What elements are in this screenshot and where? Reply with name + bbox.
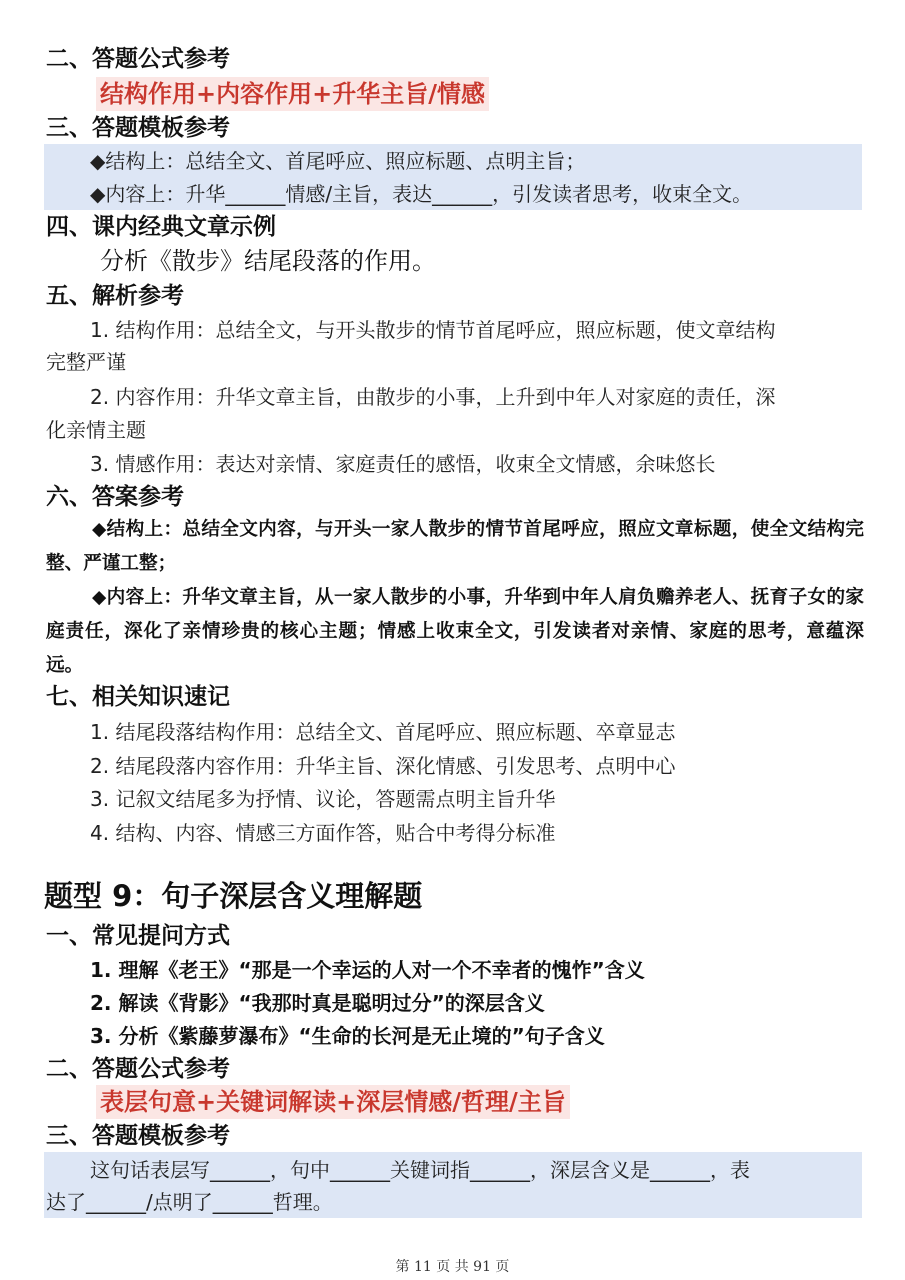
analysis-line: 1. 结构作用：总结全文，与开头散步的情节首尾呼应，照应标题，使文章结构 [90,318,776,342]
knowledge-item: 1. 结尾段落结构作用：总结全文、首尾呼应、照应标题、卒章显志 [90,720,676,744]
knowledge-item: 2. 结尾段落内容作用：升华主旨、深化情感、引发思考、点明中心 [90,754,676,778]
template-line: 这句话表层写______，句中______关键词指______，深层含义是______，表 [90,1158,750,1182]
template-line: ◆结构上：总结全文、首尾呼应、照应标题、点明主旨； [90,149,586,173]
analysis-line: 完整严谨 [46,350,126,374]
template-line: 达了______/点明了______哲理。 [46,1190,333,1214]
answer-paragraph: ◆内容上：升华文章主旨，从一家人散步的小事，升华到中年人肩负赡养老人、抚育子女的家庭责任，深化了亲情珍贵的核心主题；情感上收束全文，引发读者对亲情、家庭的思考，意蕴深远。 [46,587,864,676]
section-heading: 五、解析参考 [46,283,184,309]
answer-paragraph: ◆结构上：总结全文内容，与开头一家人散步的情节首尾呼应，照应文章标题，使全文结构完整、严谨工整； [46,519,864,574]
answer-formula: 表层句意+关键词解读+深层情感/哲理/主旨 [96,1085,570,1119]
section-heading: 一、常见提问方式 [46,923,230,949]
section-heading: 三、答题模板参考 [46,1123,230,1149]
question-item: 1. 理解《老王》“那是一个幸运的人对一个不幸者的愧怍”含义 [90,958,645,982]
question-item: 3. 分析《紫藤萝瀑布》“生命的长河是无止境的”句子含义 [90,1024,605,1048]
page-number: 第 11 页 共 91 页 [395,1259,510,1275]
section-heading: 六、答案参考 [46,484,184,510]
example-question: 分析《散步》结尾段落的作用。 [100,247,436,275]
question-item: 2. 解读《背影》“我那时真是聪明过分”的深层含义 [90,991,545,1015]
answer-formula: 结构作用+内容作用+升华主旨/情感 [96,77,489,111]
section-heading: 二、答题公式参考 [46,46,230,72]
template-line: ◆内容上：升华______情感/主旨，表达______，引发读者思考，收束全文。 [90,182,753,206]
analysis-line: 2. 内容作用：升华文章主旨，由散步的小事，上升到中年人对家庭的责任，深 [90,385,776,409]
section-heading: 三、答题模板参考 [46,115,230,141]
section-heading: 七、相关知识速记 [46,684,230,710]
knowledge-item: 3. 记叙文结尾多为抒情、议论，答题需点明主旨升华 [90,787,556,811]
analysis-line: 3. 情感作用：表达对亲情、家庭责任的感悟，收束全文情感，余味悠长 [90,452,716,476]
question-type-title: 题型 9：句子深层含义理解题 [44,879,423,913]
section-heading: 二、答题公式参考 [46,1056,230,1082]
section-heading: 四、课内经典文章示例 [46,214,276,240]
knowledge-item: 4. 结构、内容、情感三方面作答，贴合中考得分标准 [90,821,556,845]
analysis-line: 化亲情主题 [46,418,146,442]
